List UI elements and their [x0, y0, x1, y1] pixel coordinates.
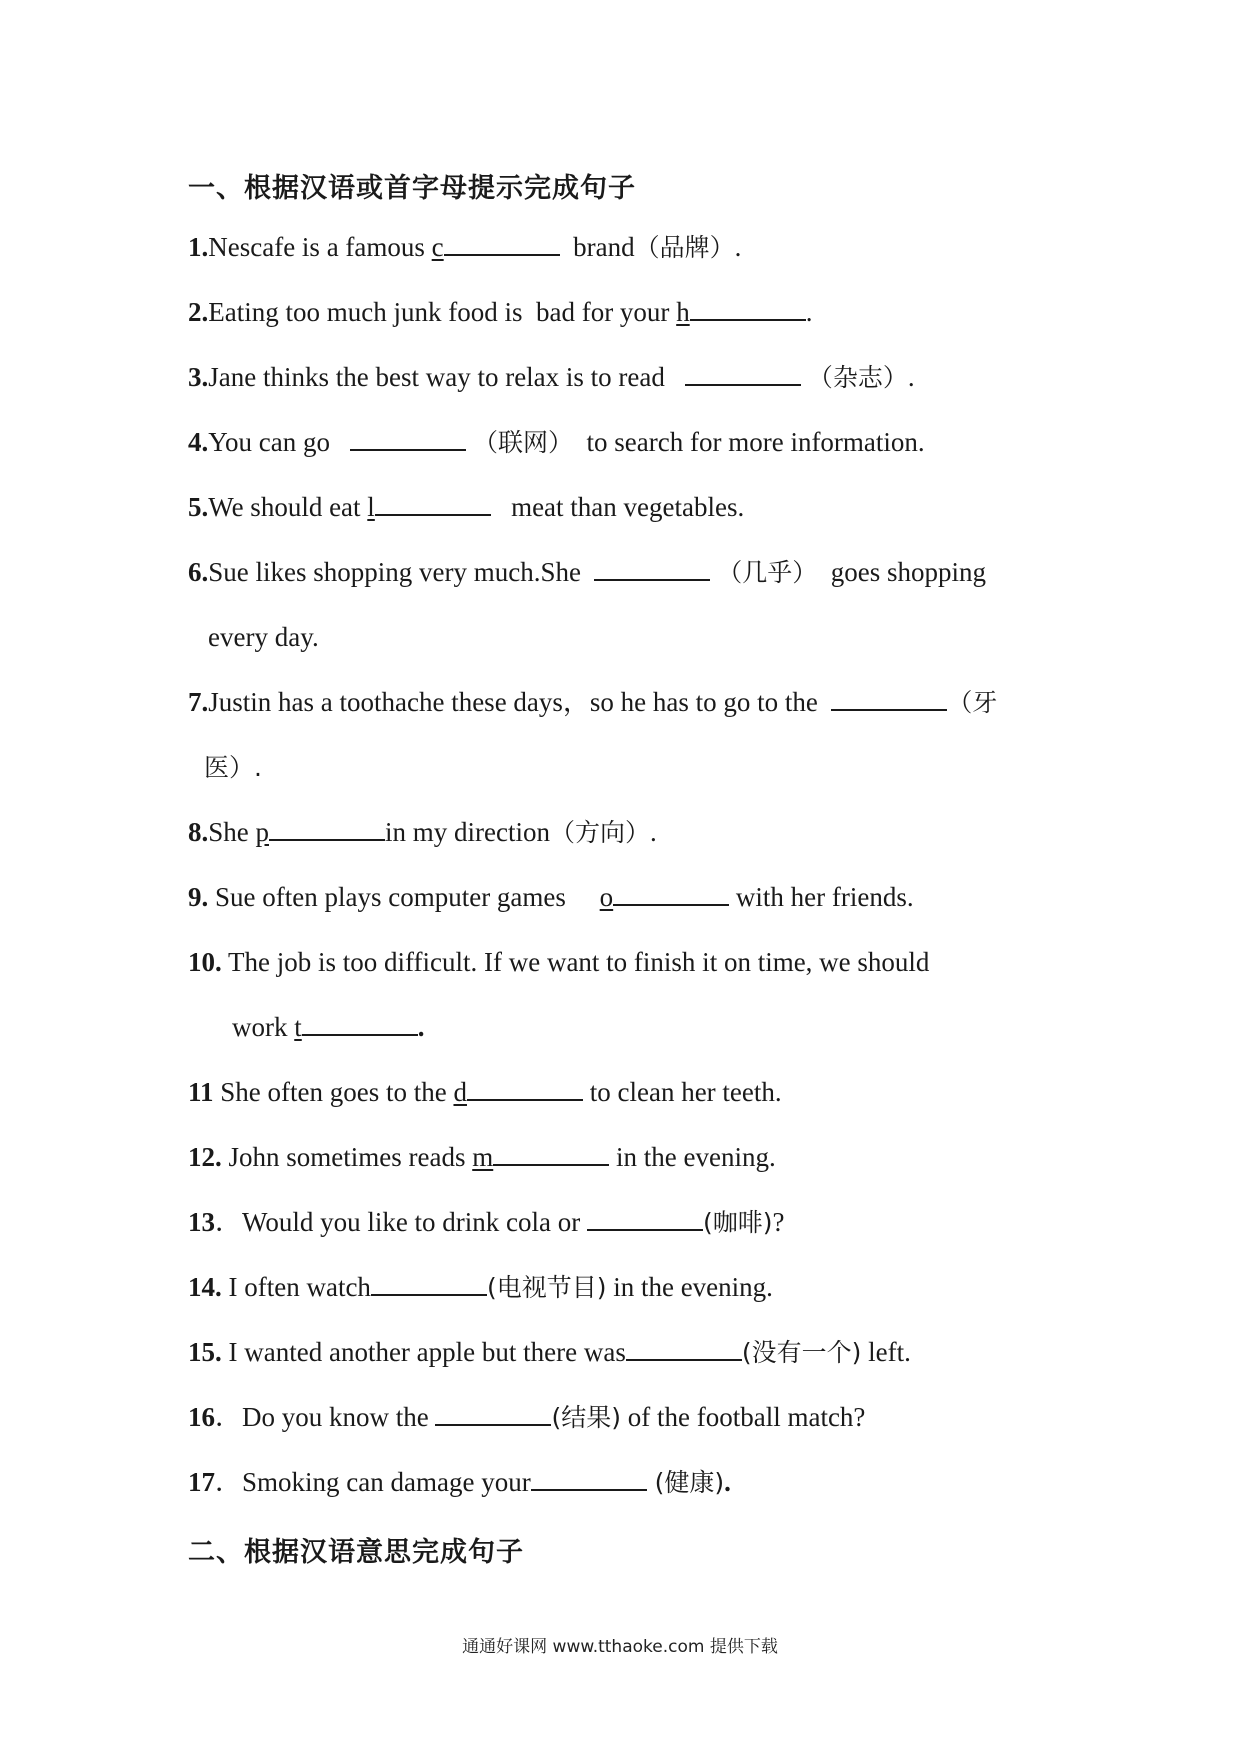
answer-blank[interactable]	[587, 1207, 703, 1231]
question-number: 8.	[188, 817, 209, 847]
hint-letter: p	[255, 817, 269, 847]
chinese-hint: (咖啡)	[703, 1208, 773, 1237]
answer-blank[interactable]	[302, 1012, 418, 1036]
answer-blank[interactable]	[444, 232, 560, 256]
question-number: 10.	[188, 947, 222, 977]
question-text: John sometimes reads	[221, 1142, 473, 1172]
hint-letter: d	[453, 1077, 467, 1107]
hint-letter: o	[599, 882, 614, 912]
answer-blank[interactable]	[613, 882, 729, 906]
question-text: ．Do you know the	[215, 1402, 436, 1432]
hint-letter: t	[294, 1012, 302, 1042]
hint-letter: h	[676, 297, 690, 327]
question-text: Nescafe is a famous	[208, 232, 432, 262]
answer-blank[interactable]	[350, 427, 466, 451]
footer-source: 通通好课网 www.tthaoke.com 提供下载	[462, 1637, 778, 1657]
question-10-continued	[232, 1010, 425, 1044]
chinese-hint: (健康)	[646, 1468, 725, 1497]
hint-letter: l	[367, 492, 375, 522]
question-text: every day.	[208, 622, 319, 652]
question-text: .	[649, 817, 657, 847]
question-text: brand	[573, 232, 635, 262]
question-text: .	[417, 1012, 425, 1042]
question-text: with her friends.	[735, 882, 914, 912]
question-text: Jane thinks the best way to relax is to read	[208, 362, 665, 392]
question-number: 12.	[188, 1142, 222, 1172]
question-text: ?	[772, 1207, 785, 1237]
question-text: ．Smoking can damage your	[215, 1467, 531, 1497]
question-8	[188, 815, 657, 850]
question-4	[188, 425, 925, 460]
question-text: She	[208, 817, 256, 847]
question-text: Sue likes shopping very much.She	[208, 557, 581, 587]
chinese-hint: 医）.	[204, 753, 262, 782]
chinese-hint: (结果)	[551, 1403, 621, 1432]
section1-heading: 一、根据汉语或首字母提示完成句子	[188, 173, 636, 204]
answer-blank[interactable]	[375, 492, 491, 516]
answer-blank[interactable]	[594, 557, 710, 581]
chinese-hint: （杂志）	[807, 363, 908, 392]
question-text: I often watch	[221, 1272, 371, 1302]
answer-blank[interactable]	[531, 1467, 647, 1491]
question-text: in the evening.	[615, 1142, 776, 1172]
question-9	[188, 880, 914, 914]
section2-heading: 二、根据汉语意思完成句子	[188, 1537, 524, 1568]
question-15	[188, 1335, 911, 1370]
question-2	[188, 295, 812, 329]
question-text: bad for your	[535, 297, 677, 327]
question-6	[188, 555, 986, 590]
question-number: 3.	[188, 362, 209, 392]
question-number: 5.	[188, 492, 209, 522]
chinese-hint: （联网）	[473, 428, 574, 457]
question-text: of the football match?	[621, 1402, 866, 1432]
question-text: goes shopping	[830, 557, 986, 587]
question-13	[188, 1205, 785, 1240]
question-number: 2.	[188, 297, 209, 327]
chinese-hint: (电视节目)	[486, 1273, 607, 1302]
chinese-hint: （几乎）	[717, 558, 818, 587]
question-number: 15.	[188, 1337, 222, 1367]
question-text: to search for more information.	[586, 427, 925, 457]
answer-blank[interactable]	[690, 297, 806, 321]
question-text: The job is too difficult. If we want to finish it on time, we should	[221, 947, 930, 977]
question-text: She often goes to the	[213, 1077, 454, 1107]
question-text: We should eat	[208, 492, 368, 522]
question-number: 4.	[188, 427, 209, 457]
question-5	[188, 490, 744, 524]
question-text: I wanted another apple but there was	[221, 1337, 626, 1367]
question-text: left.	[861, 1337, 911, 1367]
question-7-continued	[204, 750, 262, 785]
question-10	[188, 945, 929, 979]
question-number: 16	[188, 1402, 215, 1432]
question-text: to clean her teeth.	[589, 1077, 782, 1107]
question-text: in my direction	[385, 817, 550, 847]
answer-blank[interactable]	[831, 687, 947, 711]
answer-blank[interactable]	[467, 1077, 583, 1101]
chinese-hint: (没有一个)	[741, 1338, 862, 1367]
question-3	[188, 360, 915, 395]
hint-letter: c	[431, 232, 444, 262]
answer-blank[interactable]	[435, 1402, 551, 1426]
question-7	[188, 685, 997, 720]
question-text: ．Would you like to drink cola or	[215, 1207, 588, 1237]
question-number: 17	[188, 1467, 215, 1497]
question-1	[188, 230, 741, 265]
question-14	[188, 1270, 773, 1305]
hint-letter: m	[472, 1142, 494, 1172]
question-number: 7.	[188, 687, 209, 717]
question-text: .	[907, 362, 915, 392]
question-text: .	[724, 1467, 731, 1497]
question-text: You can go	[208, 427, 331, 457]
question-number: 11	[188, 1077, 214, 1107]
chinese-hint: （牙	[947, 688, 998, 717]
question-text: Eating too much junk food is	[208, 297, 523, 327]
question-text: in the evening.	[606, 1272, 773, 1302]
answer-blank[interactable]	[685, 362, 801, 386]
answer-blank[interactable]	[269, 817, 385, 841]
question-number: 13	[188, 1207, 215, 1237]
question-number: 9.	[188, 882, 209, 912]
question-text: .	[805, 297, 813, 327]
chinese-hint: （方向）	[549, 818, 650, 847]
question-16	[188, 1400, 865, 1435]
question-text: Justin has a toothache these days，so he has to go to the	[208, 687, 818, 717]
answer-blank[interactable]	[626, 1337, 742, 1361]
answer-blank[interactable]	[493, 1142, 609, 1166]
question-11	[188, 1075, 782, 1109]
question-12	[188, 1140, 776, 1174]
question-17	[188, 1465, 731, 1500]
question-number: 6.	[188, 557, 209, 587]
question-text: work	[232, 1012, 295, 1042]
answer-blank[interactable]	[371, 1272, 487, 1296]
question-number: 14.	[188, 1272, 222, 1302]
question-text: Sue often plays computer games	[208, 882, 566, 912]
question-6-continued	[208, 620, 319, 654]
question-text: .	[734, 232, 742, 262]
question-text: meat than vegetables.	[511, 492, 745, 522]
chinese-hint: （品牌）	[634, 233, 735, 262]
question-number: 1.	[188, 232, 209, 262]
